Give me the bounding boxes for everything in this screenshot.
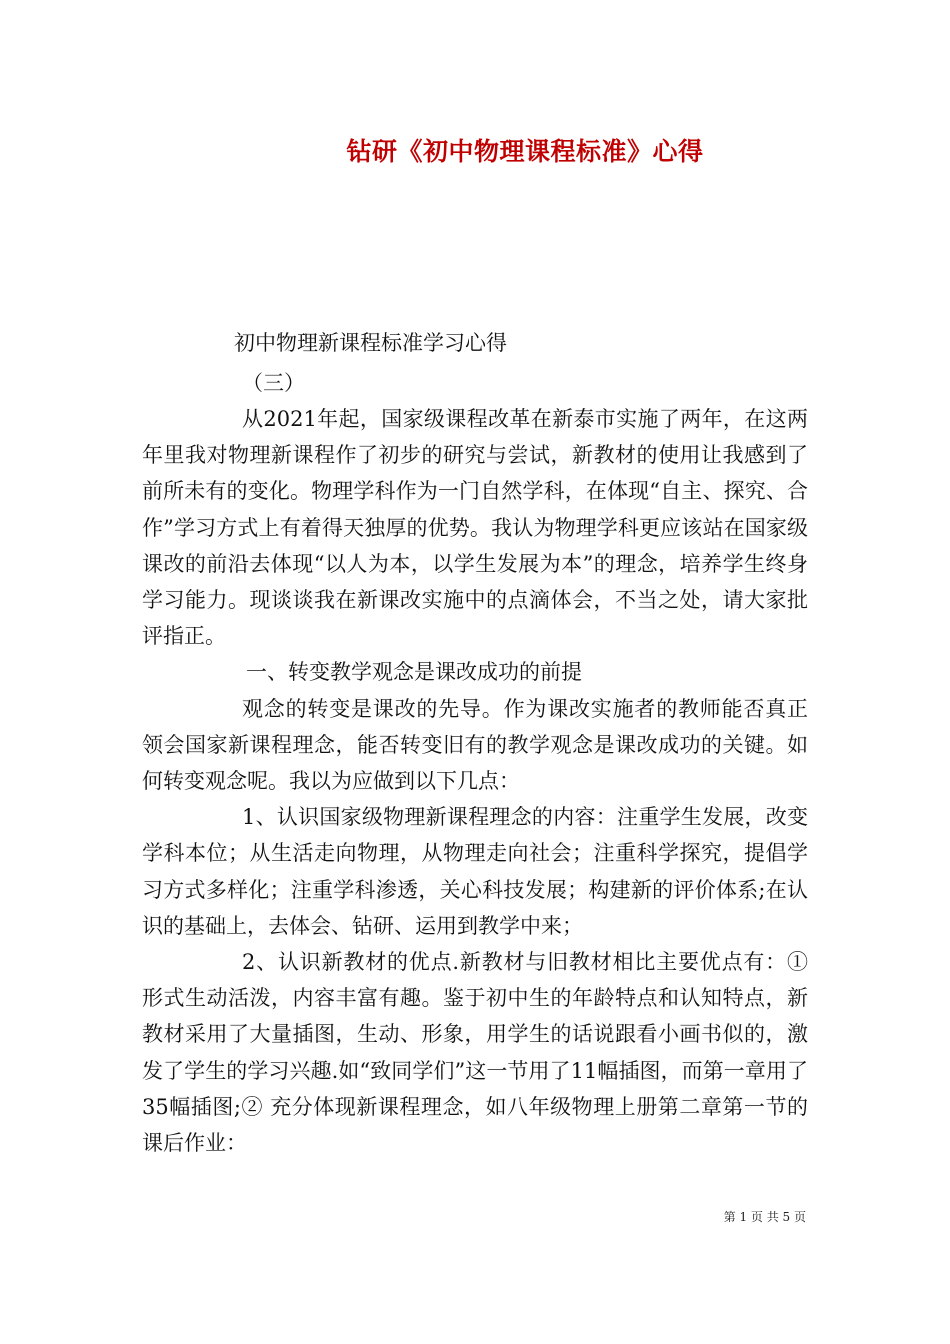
- paragraph-intro: 从2021年起，国家级课程改革在新泰市实施了两年，在这两年里我对物理新课程作了初步的研究与尝试，新教材的使用让我感到了前所未有的变化。物理学科作为一门自然学科，在体现“自主、探究、合作”学习方式上有着得天独厚的优势。我认为物理学科更应该站在国家级课改的前沿去体现“以人为本，以学生发展为本”的理念，培养学生终身学习能力。现谈谈我在新课改实施中的点滴体会，不当之处，请大家批评指正。: [142, 407, 808, 649]
- page-number-footer: 第 1 页 共 5 页: [723, 1210, 806, 1224]
- document-subtitle-part: （三）: [242, 371, 305, 395]
- paragraph-point-2: 2、认识新教材的优点.新教材与旧教材相比主要优点有：①形式生动活泼，内容丰富有趣。鉴于初中生的年龄特点和认知特点，新教材采用了大量插图，生动、形象，用学生的话说跟看小画书似的，激发了学生的学习兴趣.如“致同学们”这一节用了11幅插图，而第一章用了35幅插图;② 充分体现新课程理念，如八年级物理上册第二章第一节的课后作业：: [142, 950, 808, 1156]
- paragraph-concept: 观念的转变是课改的先导。作为课改实施者的教师能否真正领会国家新课程理念，能否转变旧有的教学观念是课改成功的关键。如何转变观念呢。我以为应做到以下几点：: [142, 696, 808, 794]
- paragraph-point-1: 1、认识国家级物理新课程理念的内容：注重学生发展，改变学科本位；从生活走向物理，从物理走向社会；注重科学探究，提倡学习方式多样化；注重学科渗透，关心科技发展；构建新的评价体系;在认识的基础上，去体会、钻研、运用到教学中来；: [142, 805, 808, 938]
- document-subtitle: 初中物理新课程标准学习心得: [234, 331, 507, 355]
- document-body: [142, 401, 808, 1161]
- document-title: 钻研《初中物理课程标准》心得: [346, 137, 704, 166]
- section-heading-1: 一、转变教学观念是课改成功的前提: [246, 660, 582, 685]
